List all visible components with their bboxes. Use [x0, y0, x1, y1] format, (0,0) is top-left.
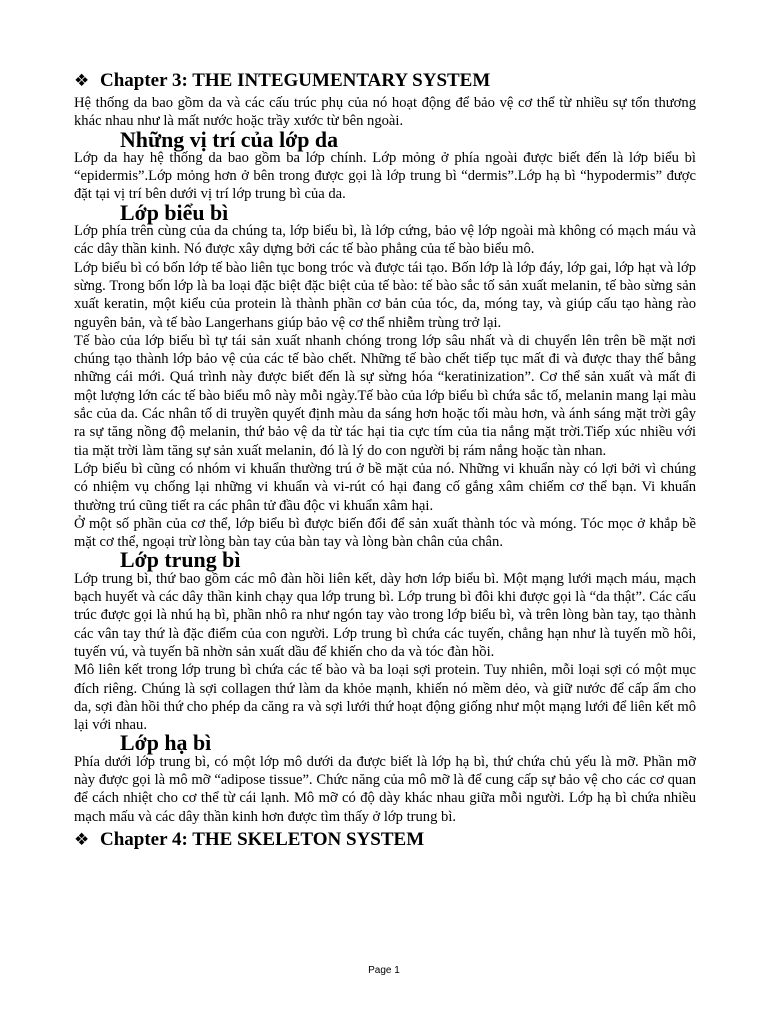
body-paragraph: Lớp biểu bì cũng có nhóm vi khuẩn thường trú ở bề mặt của nó. Những vi khuẩn này có lợi bởi vì chúng có nhiệm vụ chống lại những vi khuẩn và vi-rút có hại đang cố gắng xâm chiếm cơ thể bạn. Vi khuẩn thường trú cũng tiết ra các phân tử đầu độc vi khuẩn xâm hại.	[74, 460, 696, 514]
page-number: Page 1	[368, 965, 400, 976]
diamond-bullet-icon: ❖	[74, 71, 90, 91]
chapter-4-heading	[74, 829, 696, 851]
body-paragraph: Lớp phía trên cùng của da chúng ta, lớp biểu bì, là lớp cứng, bảo vệ lớp ngoài mà không có mạch máu và các dây thần kinh. Nó được xây dựng bởi các tế bào phẳng của tế bào biểu mô.	[74, 223, 696, 258]
chapter-3-intro: Hệ thống da bao gồm da và các cấu trúc phụ của nó hoạt động để bảo vệ cơ thể từ nhiều sự tổn thương khác nhau như là mất nước hoặc trầy xước từ bên ngoài.	[74, 95, 696, 130]
body-paragraph: Ở một số phần của cơ thể, lớp biểu bì được biến đổi để sản xuất thành tóc và móng. Tóc mọc ở khắp bề mặt cơ thể, ngoại trừ lòng bàn tay của bàn tay và lòng bàn chân của chân.	[74, 515, 696, 551]
body-paragraph: Tế bào của lớp biểu bì tự tái sản xuất nhanh chóng trong lớp sâu nhất và di chuyển lên trên bề mặt nơi chúng tạo thành lớp bảo vệ của các tế bào chết. Những tế bào chết tiếp tục mất đi và được thay thế bằng những cái mới. Quá trình này được biết đến là sự sừng hóa “keratinization”. Cơ thể sản xuất và mất đi một lượng lớn các tế bào biểu mô này mỗi ngày.Tế bào của lớp biểu bì chứa sắc tố, melanin mang lại màu sắc của da. Các nhân tố di truyền quyết định màu da sáng hơn hoặc tối màu hơn, và ánh sáng mặt trời gây ra sự tăng nồng độ melanin, thứ bảo vệ da từ tác hại tia cực tím của tia nắng mặt trời.Tiếp xúc nhiều với tia mặt trời làm tăng sự sản xuất melanin, đó là lý do con người bị rám nắng hoặc tàn nhan.	[74, 332, 696, 459]
chapter-4-title: Chapter 4: THE SKELETON SYSTEM	[100, 828, 425, 850]
body-paragraph: Lớp da hay hệ thống da bao gồm ba lớp chính. Lớp mỏng ở phía ngoài được biết đến là lớp biểu bì “epidermis”.Lớp mỏng hơn ở bên trong được gọi là lớp trung bì “dermis”.Lớp hạ bì “hypodermis” được đặt tại vị trí bên dưới vị trí lớp trung bì của da.	[74, 149, 696, 203]
page-content	[74, 70, 696, 853]
section-heading: Lớp biểu bì	[120, 199, 229, 225]
body-paragraph: Lớp trung bì, thứ bao gồm các mô đàn hồi liên kết, dày hơn lớp biểu bì. Một mạng lưới mạch máu, mạch bạch huyết và các dây thần kinh chạy qua lớp trung bì. Lớp trung bì đôi khi được gọi là “da thật”. Các cấu trúc được gọi là nhú hạ bì, phần nhô ra như ngón tay vào trong lớp biểu bì, và trên lòng bàn tay, tạo thành các vân tay thứ là đặc điểm của con người. Lớp trung bì chứa các tuyến, chẳng hạn như là tuyến mồ hôi, tuyến vú, và tuyến bã nhờn sản xuất dầu để khiến cho da và tóc đàn hồi.	[74, 570, 696, 660]
section-heading: Lớp trung bì	[120, 547, 241, 573]
chapter-3-title: Chapter 3: THE INTEGUMENTARY SYSTEM	[100, 70, 491, 91]
body-paragraph: Lớp biểu bì có bốn lớp tế bào liên tục bong tróc và được tái tạo. Bốn lớp là lớp đáy, lớp gai, lớp hạt và lớp sừng. Trong bốn lớp là ba loại đặc biệt đặc biệt của tế bào: tế bào sắc tố sản xuất melanin, tế bào sừng sản xuất keratin, một kiểu của protein là thành phần cơ bản của tóc, da, móng tay, và giúp cấu tạo hàng rào nguyên bản, và tế bào Langerhans giúp bảo vệ cơ thể nhiễm trùng trở lại.	[74, 259, 696, 331]
diamond-bullet-icon: ❖	[74, 829, 90, 850]
body-paragraph: Mô liên kết trong lớp trung bì chứa các tế bào và ba loại sợi protein. Tuy nhiên, mỗi loại sợi có một mục đích riêng. Chúng là sợi collagen thứ làm da khỏe mạnh, khiến nó mềm dẻo, và giữ nước để cấp ẩm cho da, sợi đàn hồi thứ cho phép da căng ra và sợi lưới thứ hoạt động giống như một mạng lưới để liên kết mô lại với nhau.	[74, 662, 696, 734]
section-heading: Những vị trí của lớp da	[120, 126, 339, 152]
section-heading: Lớp hạ bì	[120, 730, 212, 756]
chapter-3-heading	[74, 70, 696, 92]
body-paragraph: Phía dưới lớp trung bì, có một lớp mô dưới da được biết là lớp hạ bì, thứ chứa chủ yếu là mỡ. Phần mỡ này được gọi là mô mỡ “adipose tissue”. Chức năng của mô mỡ là để cung cấp sự bảo vệ cho các cơ quan để cách nhiệt cho cơ thể từ cái lạnh. Mô mỡ có độ dày khác nhau giữa mỗi người. Lớp hạ bì chứa nhiều mạch mấu và các dây thần kinh hơn được tìm thấy ở lớp trung bì.	[74, 753, 696, 825]
